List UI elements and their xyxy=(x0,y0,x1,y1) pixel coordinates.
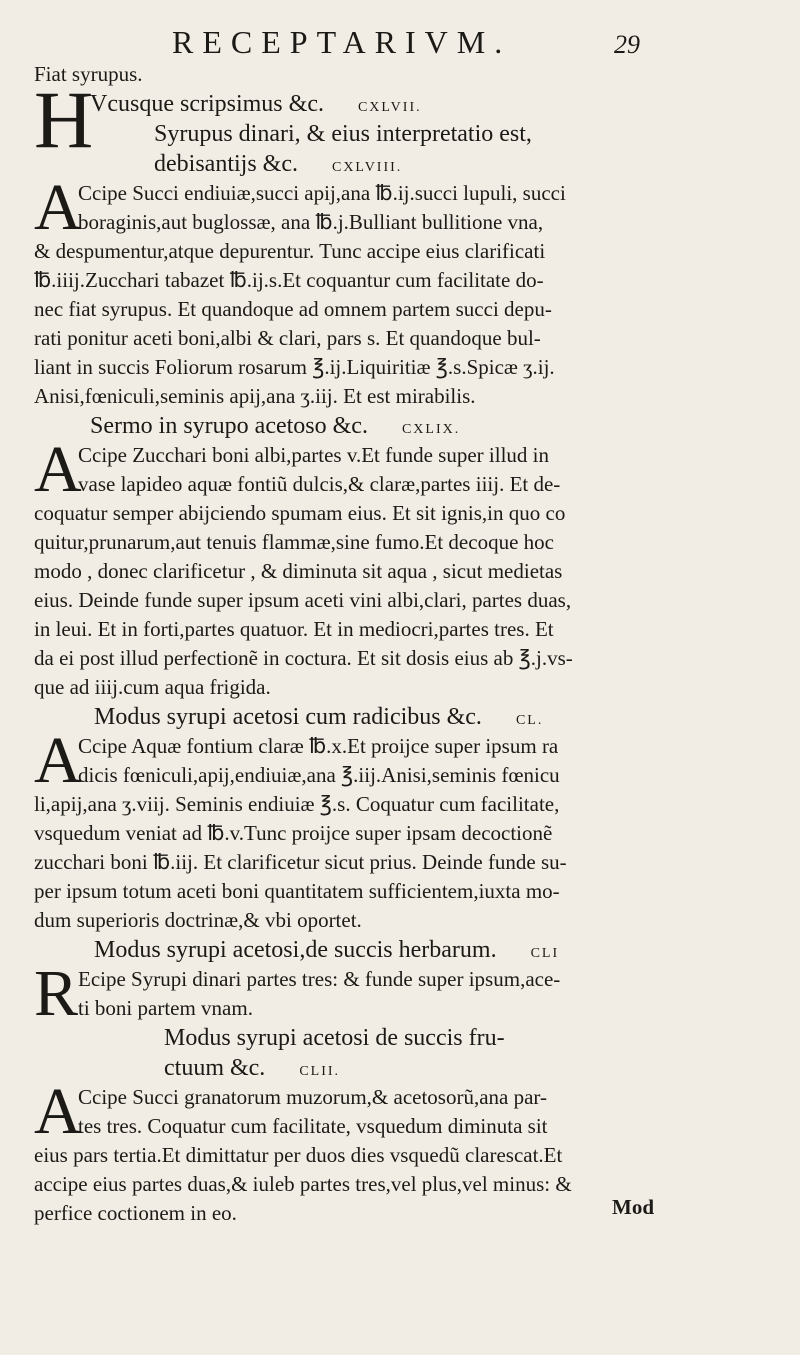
text-line: que ad iiij.cum aqua frigida. xyxy=(34,675,271,699)
recipe-paragraph xyxy=(34,957,774,1030)
text-line: Ccipe Zucchari boni albi,partes v.Et funde super illud in xyxy=(78,443,550,467)
recipe-paragraph xyxy=(34,433,774,702)
chapter-number: CXLVIII. xyxy=(331,160,403,175)
text-line: Ecipe Syrupi dinari partes tres: & funde super ipsum,ace- xyxy=(78,967,561,991)
recipe-paragraph xyxy=(34,724,774,935)
heading-text: debisantijs &c. xyxy=(154,151,298,177)
text-line: perfice coctionem in eo. xyxy=(34,1201,237,1225)
drop-cap: R xyxy=(34,957,79,1030)
heading-text: ctuum &c. xyxy=(164,1055,266,1081)
text-line: ℔.iiij.Zucchari tabazet ℔.ij.s.Et coquantur cum facilitate do- xyxy=(34,268,544,292)
text-line: Fiat syrupus. xyxy=(34,62,143,86)
heading-text: Vcusque scripsimus &c. xyxy=(90,91,324,117)
drop-cap: A xyxy=(34,724,82,797)
text-line: boraginis,aut buglossæ, ana ℔.j.Bulliant bullitione vna, xyxy=(78,210,544,234)
text-line: liant in succis Foliorum rosarum ℥.ij.Liquiritiæ ℥.s.Spicæ ʒ.ij. xyxy=(34,355,555,379)
text-line: coquatur semper abijciendo spumam eius. Et sit ignis,in quo co xyxy=(34,501,566,525)
heading-text: Modus syrupi acetosi,de succis herbarum. xyxy=(94,937,497,963)
text-line: vase lapideo aquæ fontiũ dulcis,& claræ,partes iiij. Et de- xyxy=(78,472,561,496)
text-line: per ipsum totum aceti boni quantitatem sufficientem,iuxta mo- xyxy=(34,879,560,903)
chapter-number: CLII. xyxy=(299,1064,341,1079)
text-line: in leui. Et in forti,partes quatuor. Et in mediocri,partes tres. Et xyxy=(34,617,554,641)
body-text xyxy=(34,60,774,1228)
text-line: nec fiat syrupus. Et quandoque ad omnem partem succi depu- xyxy=(34,297,552,321)
catchword: Mod xyxy=(612,1195,654,1219)
text-line: dicis fœniculi,apij,endiuiæ,ana ℥.iij.Anisi,seminis fœnicu xyxy=(78,763,560,787)
chapter-number: CXLVII. xyxy=(357,100,422,115)
text-line: & despumentur,atque depurentur. Tunc accipe eius clarificati xyxy=(34,239,546,263)
text-line: vsquedum veniat ad ℔.v.Tunc proijce super ipsam decoctionẽ xyxy=(34,821,553,845)
chapter-number: CXLIX. xyxy=(401,422,461,437)
text-line: eius pars tertia.Et dimittatur per duos dies vsquedũ clarescat.Et xyxy=(34,1143,563,1167)
text-line: Ccipe Succi granatorum muzorum,& acetosorũ,ana par- xyxy=(78,1085,547,1109)
text-line: dum superioris doctrinæ,& vbi oportet. xyxy=(34,908,362,932)
section-heading: Syrupus dinari, & eius interpretatio est, xyxy=(154,121,532,147)
drop-cap: H xyxy=(34,74,94,165)
text-line: eius. Deinde funde super ipsum aceti vini albi,clari, partes duas, xyxy=(34,588,572,612)
heading-text: Sermo in syrupo acetoso &c. xyxy=(90,413,368,439)
chapter-number: CL. xyxy=(515,713,544,728)
drop-cap: A xyxy=(34,433,82,506)
running-head: RECEPTARIVM. xyxy=(172,24,512,60)
chapter-number: CLI xyxy=(530,946,560,961)
page-number: 29 xyxy=(614,30,640,59)
section-heading: Modus syrupi acetosi de succis fru- xyxy=(164,1025,505,1051)
text-line: zucchari boni ℔.iij. Et clarificetur sicut prius. Deinde funde su- xyxy=(34,850,567,874)
heading-text: Modus syrupi acetosi cum radicibus &c. xyxy=(94,704,482,730)
page-header xyxy=(0,20,800,60)
text-line: tes tres. Coquatur cum facilitate, vsquedum diminuta sit xyxy=(78,1114,548,1138)
section-heading xyxy=(34,935,774,965)
drop-cap: A xyxy=(34,171,82,244)
section-heading xyxy=(34,411,774,441)
text-line: modo , donec clarificetur , & diminuta sit aqua , sicut medietas xyxy=(34,559,563,583)
text-line: quitur,prunarum,aut tenuis flammæ,sine fumo.Et decoque hoc xyxy=(34,530,554,554)
section-heading xyxy=(34,1053,774,1083)
text-line: Anisi,fœniculi,seminis apij,ana ʒ.iij. Et est mirabilis. xyxy=(34,384,476,408)
section-heading xyxy=(34,149,774,179)
text-line: da ei post illud perfectionẽ in coctura. Et sit dosis eius ab ℥.j.vs- xyxy=(34,646,573,670)
text-line: ti boni partem vnam. xyxy=(78,996,253,1020)
text-line: Ccipe Aquæ fontium claræ ℔.x.Et proijce super ipsum ra xyxy=(78,734,559,758)
text-line: li,apij,ana ʒ.viij. Seminis endiuiæ ℥.s. Coquatur cum facilitate, xyxy=(34,792,560,816)
recipe-paragraph xyxy=(34,1075,774,1228)
section-heading xyxy=(34,89,774,119)
text-line: Ccipe Succi endiuiæ,succi apij,ana ℔.ij.succi lupuli, succi xyxy=(78,181,566,205)
text-line: accipe eius partes duas,& iuleb partes tres,vel plus,vel minus: & xyxy=(34,1172,572,1196)
drop-cap: A xyxy=(34,1075,82,1148)
recipe-paragraph xyxy=(34,171,774,411)
text-line: rati ponitur aceti boni,albi & clari, pars s. Et quandoque bul- xyxy=(34,326,541,350)
section-heading xyxy=(34,702,774,732)
